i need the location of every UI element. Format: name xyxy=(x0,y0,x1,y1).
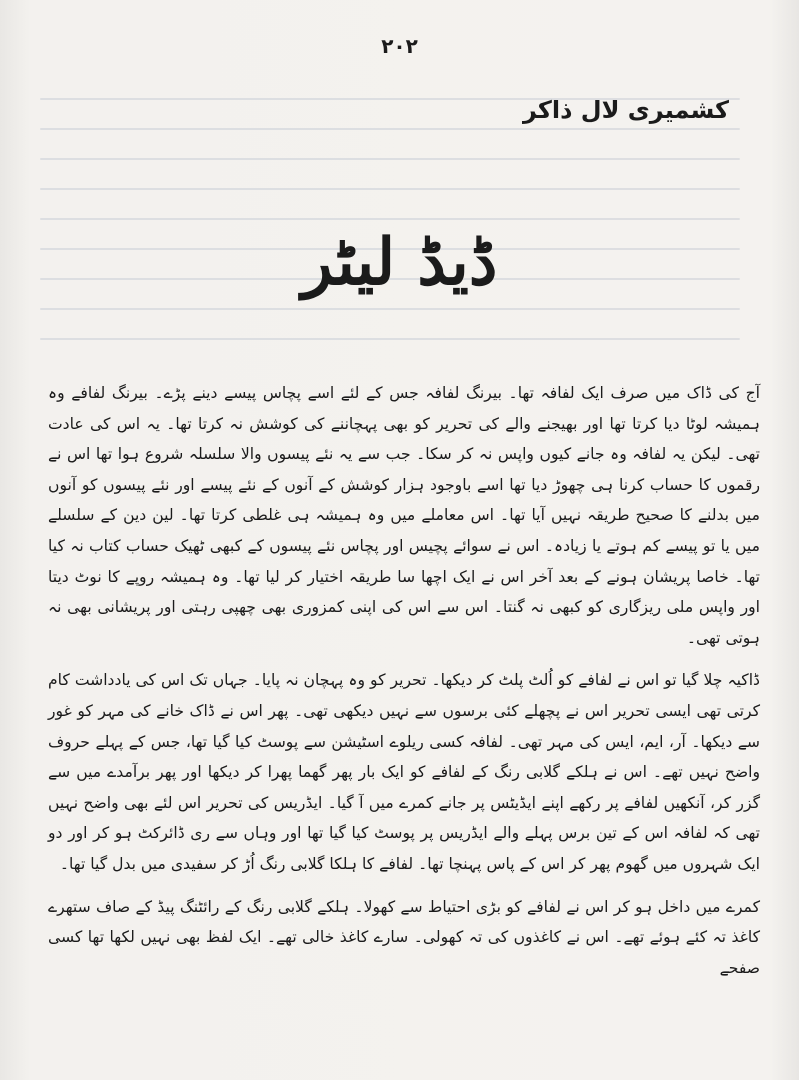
paragraph-1: آج کی ڈاک میں صرف ایک لفافہ تھا۔ بیرنگ لفافہ جس کے لئے اسے پچاس پیسے دینے پڑے۔ بیرنگ لفافے وہ ہمیشہ لوٹا دیا کرتا تھا اور بھیجنے والے کی تحریر کو بھی پہچاننے کی کوشش نہ کرتا تھا۔ یہ اس کی عادت تھی۔ لیکن یہ لفافہ وہ جانے کیوں واپس نہ کر سکا۔ جب سے یہ نئے پیسوں والا سلسلہ شروع ہوا تھا اس نے رقموں کا حساب کرنا ہی چھوڑ دیا تھا اسے باوجود ہزار کوشش کے آنوں کے نئے پیسے اور نئے پیسوں کو آنوں میں بدلنے کا صحیح طریقہ نہیں آیا تھا۔ اس معاملے میں وہ ہمیشہ ہی غلطی کرتا تھا۔ لین دین کے سلسلے میں یا تو پیسے کم ہوتے یا زیادہ۔ اس نے سوائے پچیس اور پچاس نئے پیسوں کے کبھی ٹھیک حساب کتاب نہ کیا تھا۔ خاصا پریشان ہونے کے بعد آخر اس نے ایک اچھا سا طریقہ اختیار کر لیا تھا۔ وہ ہمیشہ روپے کا نوٹ دیتا اور واپس ملی ریزگاری کو کبھی نہ گنتا۔ اس سے اس کی اپنی کمزوری بھی چھپی رہتی اور پریشانی بھی نہ ہوتی تھی۔ xyxy=(48,384,760,647)
story-body xyxy=(48,378,760,995)
author-name: کشمیری لال ذاکر xyxy=(522,96,729,124)
paragraph-3: کمرے میں داخل ہو کر اس نے لفافے کو بڑی احتیاط سے کھولا۔ ہلکے گلابی رنگ کے رائٹنگ پیڈ کے صاف ستھرے کاغذ تہ کئے ہوئے تھے۔ اس نے کاغذوں کی تہ کھولی۔ سارے کاغذ خالی تھے۔ ایک لفظ بھی نہیں لکھا تھا کسی صفحے xyxy=(48,897,760,977)
paragraph-2: ڈاکیہ چلا گیا تو اس نے لفافے کو اُلٹ پلٹ کر دیکھا۔ تحریر کو وہ پہچان نہ پایا۔ جہاں تک اس کی یادداشت کام کرتی تھی ایسی تحریر اس نے پچھلے کئی برسوں سے نہیں دیکھی تھی۔ پھر اس نے ڈاک خانے کی مہر کو غور سے دیکھا۔ آر، ایم، ایس کی مہر تھی۔ لفافہ کسی ریلوے اسٹیشن سے پوسٹ کیا گیا تھا، جس کے پہلے حروف واضح نہیں تھے۔ اس نے ہلکے گلابی رنگ کے لفافے کو ایک بار پھر گھما پھرا کر دیکھا اور پھر برآمدے میں سے گزر کر، آنکھیں لفافے پر رکھے اپنے ایڈیٹس پر جانے کمرے میں آ گیا۔ ایڈریس کی تحریر اس لئے بھی واضح نہیں تھی کہ لفافہ اس کے تین برس پہلے والے ایڈریس پر پوسٹ کیا گیا تھا اور وہاں سے ری ڈائرکٹ ہو کر اور دو ایک شہروں میں گھوم پھر کر اس کے پاس پہنچا تھا۔ لفافے کا ہلکا گلابی رنگ اُڑ کر سفیدی میں بدل گیا تھا۔ xyxy=(48,671,760,873)
page-number: ۲۰۲ xyxy=(381,34,418,58)
story-title: ڈیڈ لیٹر xyxy=(301,225,498,300)
